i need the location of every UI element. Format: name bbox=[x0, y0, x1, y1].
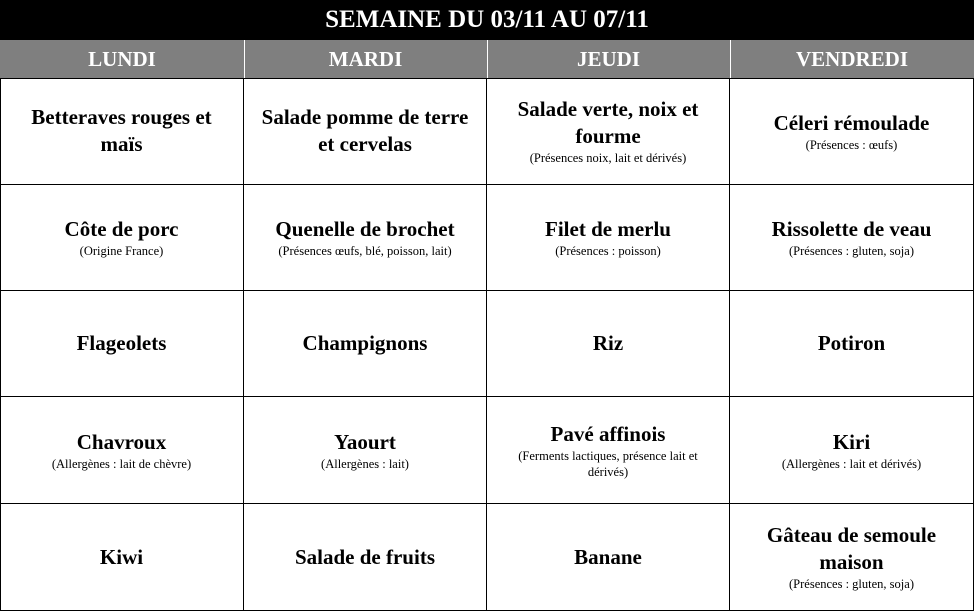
dish-note: (Allergènes : lait de chèvre) bbox=[51, 456, 192, 471]
dish-name: Rissolette de veau bbox=[771, 217, 932, 241]
header-divider bbox=[730, 40, 731, 78]
dish-name: Salade de fruits bbox=[294, 544, 435, 569]
dish-name: Céleri rémoulade bbox=[773, 110, 930, 135]
dish-name: Salade pomme de terre et cervelas bbox=[261, 105, 469, 156]
menu-grid bbox=[0, 78, 974, 611]
dish-note: (Allergènes : lait) bbox=[321, 456, 409, 471]
menu-cell-side-tuesday bbox=[244, 291, 487, 397]
dish-name: Kiri bbox=[832, 429, 871, 454]
menu-cell-main-monday bbox=[0, 185, 244, 291]
menu-cell-dairy-tuesday bbox=[244, 397, 487, 504]
dish-note: (Présences : gluten, soja) bbox=[789, 244, 914, 258]
dish-name: Quenelle de brochet bbox=[275, 217, 455, 241]
dish-name: Flageolets bbox=[76, 331, 167, 355]
dish-note: (Origine France) bbox=[79, 244, 164, 258]
menu-cell-starter-thursday bbox=[487, 78, 730, 185]
menu-cell-main-thursday bbox=[487, 185, 730, 291]
menu-cell-dessert-thursday bbox=[487, 504, 730, 610]
menu-cell-dessert-friday bbox=[730, 504, 973, 610]
menu-cell-starter-friday bbox=[730, 78, 973, 185]
dish-note: (Présences : gluten, soja) bbox=[789, 577, 914, 591]
menu-cell-starter-tuesday bbox=[244, 78, 487, 185]
menu-cell-main-friday bbox=[730, 185, 973, 291]
dish-name: Gâteau de semoule maison bbox=[766, 523, 937, 574]
day-header-monday: LUNDI bbox=[88, 46, 156, 71]
dish-name: Betteraves rouges et maïs bbox=[31, 105, 212, 156]
menu-title: SEMAINE DU 03/11 AU 07/11 bbox=[0, 0, 974, 40]
day-header-friday: VENDREDI bbox=[795, 46, 908, 71]
dish-note: (Allergènes : lait et dérivés) bbox=[781, 456, 922, 471]
day-header-thursday: JEUDI bbox=[576, 46, 640, 71]
menu-cell-dessert-monday bbox=[0, 504, 244, 610]
dish-name: Côte de porc bbox=[64, 217, 179, 241]
dish-note: (Présences œufs, blé, poisson, lait) bbox=[278, 244, 452, 258]
dish-note: (Présences : poisson) bbox=[555, 244, 661, 258]
menu-cell-starter-monday bbox=[0, 78, 244, 185]
dish-note: (Ferments lactiques, présence lait et dérivés) bbox=[518, 448, 698, 479]
dish-name: Yaourt bbox=[334, 429, 396, 454]
dish-name: Riz bbox=[592, 331, 624, 355]
menu-cell-main-tuesday bbox=[244, 185, 487, 291]
dish-note: (Présences : œufs) bbox=[805, 137, 898, 152]
menu-cell-side-friday bbox=[730, 291, 973, 397]
dish-note: (Présences noix, lait et dérivés) bbox=[529, 151, 687, 165]
header-divider bbox=[487, 40, 488, 78]
menu-cell-side-thursday bbox=[487, 291, 730, 397]
dish-name: Banane bbox=[574, 544, 642, 569]
dish-name: Chavroux bbox=[76, 429, 167, 454]
dish-name: Filet de merlu bbox=[545, 217, 671, 241]
menu-cell-side-monday bbox=[0, 291, 244, 397]
dish-name: Kiwi bbox=[99, 544, 144, 569]
dish-name: Champignons bbox=[302, 331, 428, 355]
menu-cell-dairy-friday bbox=[730, 397, 973, 504]
header-divider bbox=[244, 40, 245, 78]
dish-name: Salade verte, noix et fourme bbox=[517, 97, 699, 148]
menu-cell-dairy-thursday bbox=[487, 397, 730, 504]
menu-cell-dairy-monday bbox=[0, 397, 244, 504]
dish-name: Potiron bbox=[817, 331, 886, 355]
day-header-tuesday: MARDI bbox=[328, 46, 403, 71]
menu-cell-dessert-tuesday bbox=[244, 504, 487, 610]
dish-name: Pavé affinois bbox=[550, 421, 666, 446]
